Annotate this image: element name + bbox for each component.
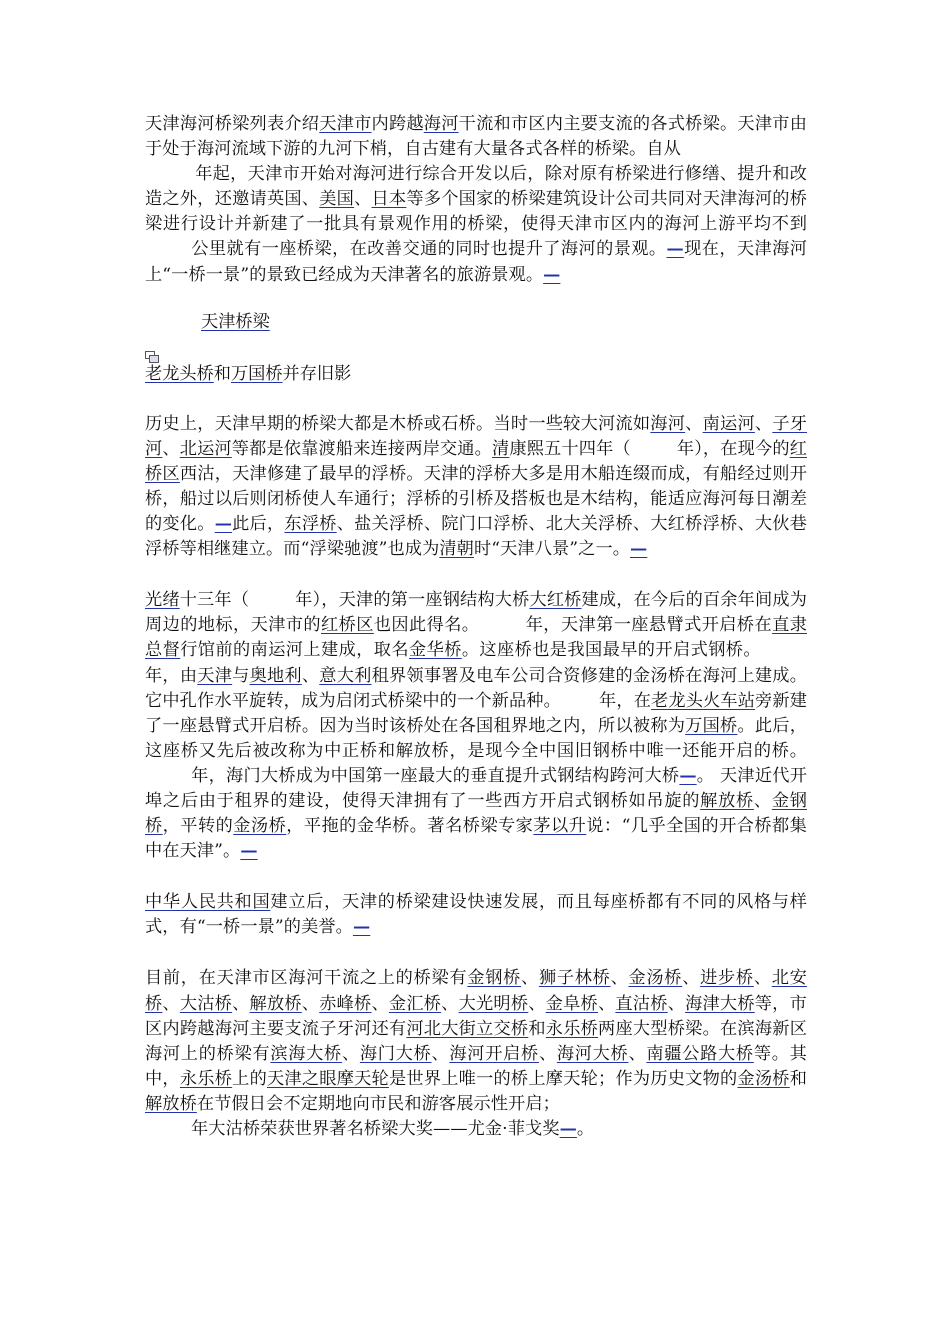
text-run: 年），在现今的 — [676, 438, 790, 459]
text-run: 等都是依靠渡船来连接两岸交通。 — [231, 438, 492, 459]
text-run: 。 — [576, 1119, 595, 1139]
text-run: 并存旧影 — [282, 363, 352, 384]
link-jintang-bridge[interactable]: 金汤桥 — [737, 1068, 790, 1089]
link-dahong-bridge[interactable]: 大红桥 — [529, 590, 582, 611]
text-run: 、 — [162, 438, 180, 459]
link-usa[interactable]: 美国 — [319, 189, 355, 210]
text-run: 、 — [597, 993, 616, 1014]
link-zhili-governor[interactable]: 直隶总督 — [145, 615, 807, 661]
text-run: 是世界上唯一的桥上摩天轮；作为历史文物的 — [388, 1068, 738, 1089]
link-jinbu-bridge[interactable]: 进步桥 — [700, 968, 754, 989]
text-run: 上的 — [232, 1068, 267, 1089]
link-yongle-bridge[interactable]: 永乐桥 — [545, 1018, 599, 1039]
reference-link[interactable]: — — [559, 1119, 577, 1139]
link-italy[interactable]: 意大利 — [319, 665, 372, 686]
text-run: 、 — [528, 993, 546, 1014]
text-run: 此后， — [232, 514, 285, 535]
link-jinhua-bridge[interactable]: 金华桥 — [409, 640, 462, 661]
text-run: 时“天津八景”之一。 — [473, 539, 631, 560]
text-run: 、 — [753, 968, 772, 989]
link-hongqiao-district[interactable]: 红桥区 — [145, 438, 807, 484]
link-haihe-bascule-bridge[interactable]: 海河开启桥 — [449, 1043, 539, 1064]
text-run: 目前，在天津市区海河干流之上的桥梁有 — [145, 968, 468, 989]
link-haijin-bridge[interactable]: 海津大桥 — [685, 993, 755, 1014]
link-chifeng-bridge[interactable]: 赤峰桥 — [319, 993, 372, 1014]
text-run: 、 — [341, 1043, 360, 1064]
link-jingang-bridge[interactable]: 金钢桥 — [467, 968, 522, 989]
link-laolongtou-station[interactable]: 老龙头火车站 — [651, 690, 756, 711]
text-run: 、 — [371, 993, 389, 1014]
link-austria[interactable]: 奥地利 — [249, 665, 302, 686]
text-run: 公里就有一座桥梁，在改善交通的同时也提升了海河的景观。 — [191, 239, 667, 260]
text-run: 、 — [431, 1043, 450, 1064]
text-run: 建成，在今后的百余年间成为周边的地标，天津市的 — [145, 590, 807, 636]
link-mao-yisheng[interactable]: 茅以升 — [533, 816, 587, 837]
text-run: 说：“几乎全国的开合桥都集中在天津”。 — [145, 816, 807, 862]
link-zhigu-bridge[interactable]: 直沽桥 — [615, 993, 668, 1014]
link-tianjin[interactable]: 天津 — [197, 665, 233, 686]
text-run: 。 天津近代开埠之后由于租界的建设，使得天津拥有了一些西方开启式钢桥如吊旋的 — [145, 765, 807, 811]
text-run: 在节假日会不定期地向市民和游客展示性开启； — [196, 1093, 560, 1114]
guangxu-paragraph — [145, 588, 807, 864]
text-run: ，平拖的金华桥。著名桥梁专家 — [286, 816, 534, 837]
link-tianjin-city[interactable]: 天津市 — [319, 114, 372, 134]
text-run: 、 — [610, 968, 629, 989]
text-run: 、 — [354, 189, 372, 210]
text-run: 年，由 — [145, 665, 198, 686]
link-tianjin-bridges[interactable]: 天津桥梁 — [201, 311, 270, 332]
document-page — [145, 112, 807, 1142]
link-beian-bridge[interactable]: 北安桥 — [145, 968, 807, 1014]
link-haihe[interactable]: 海河 — [650, 413, 686, 434]
text-run: 历史上，天津早期的桥梁大都是木桥或石桥。当时一些较大河流如 — [145, 413, 651, 434]
prc-paragraph — [145, 890, 807, 940]
link-jiefang-bridge[interactable]: 解放桥 — [700, 790, 754, 811]
link-haimen-bridge[interactable]: 海门大桥 — [359, 1043, 432, 1064]
text-run: 、盐关浮桥、院门口浮桥、北大关浮桥、大红桥浮桥、大伙巷浮桥等相继建立。而“浮梁驰渡”也成为 — [145, 514, 808, 560]
link-nanjiang-bridge[interactable]: 南疆公路大桥 — [646, 1043, 754, 1064]
reference-link[interactable]: — — [543, 264, 561, 285]
text-run: 。这座桥也是我国最早的开启式钢桥。 — [461, 640, 761, 661]
link-dagu-bridge[interactable]: 大沽桥 — [179, 993, 233, 1014]
text-run: 、 — [301, 665, 320, 686]
link-jiefang-bridge[interactable]: 解放桥 — [249, 993, 302, 1014]
text-run: 等，市区内跨越海河主要支流子牙河还有 — [145, 993, 807, 1039]
text-run: 与 — [232, 665, 250, 686]
text-run: 、 — [232, 993, 250, 1014]
link-jintang-bridge[interactable]: 金汤桥 — [628, 968, 683, 989]
text-run: 西沽，天津修建了最早的浮桥。天津的浮桥大多是用木船连缀而成，有船经过则开桥，船过以后则闭桥使人车通行；浮桥的引桥及搭板也是木结构，能适应海河每日潮差的变化。 — [145, 463, 808, 535]
text-run: 和 — [528, 1018, 546, 1039]
text-run: 等。其中， — [145, 1043, 807, 1089]
text-run: 现在，天津海河上“一桥一景”的景致已经成为天津著名的旅游景观。 — [145, 239, 808, 285]
text-run: 、 — [754, 413, 773, 434]
text-run: 、 — [521, 968, 539, 989]
text-run: 也因此得名。 — [373, 615, 480, 636]
image-caption — [145, 362, 807, 387]
link-jintang-bridge[interactable]: 金汤桥 — [233, 816, 287, 837]
link-laolongtou-bridge[interactable]: 老龙头桥 — [145, 363, 214, 384]
text-run: 行馆前的南运河上建成，取名 — [180, 640, 409, 661]
reference-link[interactable]: — — [630, 539, 648, 560]
link-yongle-bridge[interactable]: 永乐桥 — [179, 1068, 233, 1089]
reference-link[interactable]: — — [214, 514, 232, 535]
text-run: 租界领事署及电车公司合资修建的金汤桥在海河上建成。它中孔作水平旋转，成为启闭式桥梁中的一个新品种。 — [145, 665, 808, 711]
link-hebei-interchange[interactable]: 河北大街立交桥 — [406, 1018, 529, 1039]
intro-paragraph — [145, 112, 807, 288]
text-run: 、 — [628, 1043, 647, 1064]
text-run: 和 — [213, 363, 231, 384]
text-run: 干流和市区内主要支流的各式桥梁。天津市由于处于海河流域下游的九河下梢，自古建有大量各式各样的桥梁。自从 — [145, 114, 807, 160]
reference-link[interactable]: — — [666, 239, 684, 260]
text-run: 建立后，天津的桥梁建设快速发展，而且每座桥都有不同的风格与样式，有“一桥一景”的美誉。 — [145, 892, 807, 938]
link-haihe[interactable]: 海河 — [423, 114, 459, 134]
link-guangxu[interactable]: 光绪 — [145, 590, 180, 611]
link-prc[interactable]: 中华人民共和国 — [145, 892, 271, 913]
text-run: 年，天津第一座悬臂式开启桥在 — [525, 615, 773, 636]
text-run: ，平转的 — [162, 816, 234, 837]
text-run: 、 — [162, 993, 180, 1014]
history-paragraph — [145, 412, 807, 563]
link-daguangming-bridge[interactable]: 大光明桥 — [458, 993, 529, 1014]
link-wanguo-bridge[interactable]: 万国桥 — [230, 363, 283, 384]
text-run: 和 — [789, 1068, 808, 1089]
link-nanyunhe[interactable]: 南运河 — [702, 413, 755, 434]
current-bridges-paragraph — [145, 966, 807, 1142]
text-run: 康熙五十四年（ — [509, 438, 631, 459]
text-run: 十三年（ — [179, 590, 250, 611]
link-jinhui-bridge[interactable]: 金汇桥 — [388, 993, 442, 1014]
text-run: 天津海河桥梁列表介绍 — [145, 114, 320, 134]
text-run: 、 — [667, 993, 686, 1014]
text-run: 内跨越 — [371, 114, 424, 134]
text-run: 、 — [301, 993, 320, 1014]
link-jiefang-bridge[interactable]: 解放桥 — [145, 1093, 197, 1114]
link-dongfu-bridge[interactable]: 东浮桥 — [284, 514, 337, 535]
reference-link[interactable]: — — [679, 765, 697, 786]
link-wanguo-bridge[interactable]: 万国桥 — [685, 715, 738, 736]
text-run: 、 — [753, 790, 772, 811]
link-beiyunhe[interactable]: 北运河 — [179, 438, 232, 459]
link-tianjin-eye[interactable]: 天津之眼摩天轮 — [267, 1068, 389, 1089]
text-run: 年大沽桥荣获世界著名桥梁大奖——尤金·菲戈奖 — [191, 1119, 560, 1139]
link-ziyahe[interactable]: 子牙河 — [145, 413, 808, 459]
link-haihe-bridge[interactable]: 海河大桥 — [556, 1043, 629, 1064]
text-run: 、 — [682, 968, 701, 989]
text-run: 年），天津的第一座钢结构大桥 — [295, 590, 530, 611]
bridges-link-line — [145, 310, 807, 335]
link-shizilin-bridge[interactable]: 狮子林桥 — [538, 968, 611, 989]
link-japan[interactable]: 日本 — [371, 189, 407, 210]
text-run: 年，海门大桥成为中国第一座最大的垂直提升式钢结构跨河大桥 — [191, 765, 680, 786]
broken-image-icon — [145, 351, 159, 362]
text-run: 年起，天津市开始对海河进行综合开发以后，除对原有桥梁进行修缮、提升和改造之外，还邀请英国、 — [145, 164, 807, 210]
link-hongqiao-district[interactable]: 红桥区 — [321, 615, 374, 636]
link-jingang-bridge[interactable]: 金钢桥 — [145, 790, 808, 837]
text-run: 年，在 — [598, 690, 652, 711]
text-run: 。此后，这座桥又先后被改称为中正桥和解放桥，是现今全中国旧钢桥中唯一还能开启的桥。 — [145, 715, 807, 761]
text-run: 、 — [441, 993, 459, 1014]
link-binhai-bridge[interactable]: 滨海大桥 — [270, 1043, 342, 1064]
text-run: 旁新建了一座悬臂式开启桥。因为当时该桥处在各国租界地之内，所以被称为 — [145, 690, 807, 736]
link-qing[interactable]: 清 — [491, 438, 510, 459]
reference-link[interactable]: — — [240, 841, 258, 862]
link-jinfu-bridge[interactable]: 金阜桥 — [545, 993, 598, 1014]
text-run: 、 — [685, 413, 703, 434]
text-run: 、 — [538, 1043, 557, 1064]
text-run: 两座大型桥梁。在滨海新区海河上的桥梁有 — [145, 1018, 807, 1064]
text-run: 等多个国家的桥梁建筑设计公司共同对天津海河的桥梁进行设计并新建了一批具有景观作用的桥梁，使得天津市区内的海河上游平均不到 — [145, 189, 808, 235]
link-qing-dynasty[interactable]: 清朝 — [439, 539, 474, 560]
reference-link[interactable]: — — [352, 917, 371, 938]
